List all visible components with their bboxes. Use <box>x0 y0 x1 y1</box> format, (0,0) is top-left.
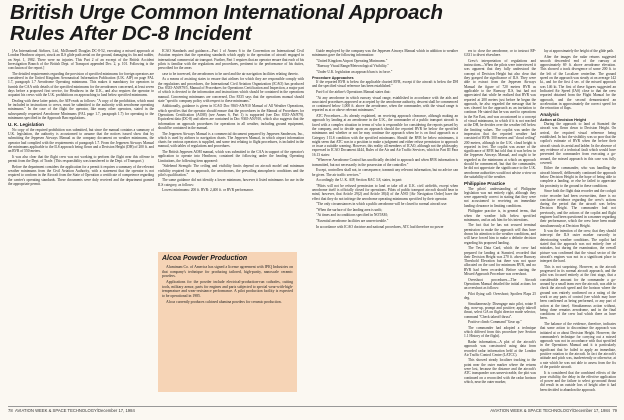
paragraph: This showed steady localizer tracking to the point near the outer marker where the returns were lost, because the distance and the aircraft's ATC transponder was unserviceable, the plot was continued on a reconciled with the radar horizon which, near the outer marker, <box>464 358 536 384</box>
paragraph: ers to close the aerodrome, or to instruct RP-G331 to divert elsewhere. <box>464 49 536 58</box>
paragraph: The British Jeppesen AOM manual, which was submitted to the CAA in support of the operator's application to operate into Heathrow, contained the following under the heading Operating Limitations, the following item appeared: <box>158 150 304 163</box>
footer-left <box>8 408 135 414</box>
article-title: British Urge Common International Approach Rules After DC-8 Incident <box>10 1 443 45</box>
paragraph: "Under U.K. legislation an approach ban is in force." <box>316 70 393 75</box>
paragraph: "United Kingdom Airport Operating Minimums." <box>316 58 388 63</box>
paragraph: [An International Airlines, Ltd., McDonnell Douglas DC-8-52, executing a missed approach at London Heathrow airport, struck an ILS glide path aerial on the ground, damaging its fin and rudder, on Sept. 1, 1982. There were no injuries. This Part 2 of an excerpt of the British Accident Investigation Branch of the British Dept. of Transport appended Dec. 2, p. 101. Following is the conclusion of the report.] <box>8 49 154 71</box>
paragraph: During the approach to land at Stansted the aircraft was flown down to Decision Height. On arrival, the required visual reference being established. In fact the visibility was so poor that the copilot's estimate of RVR when the before their aircraft struck its aerial and ladder. In the absence of any evidence of a technical fault which would have prevented the commander from executing a go-around, the missed approach in this case was fully covered. <box>540 122 616 165</box>
paragraph: case to be traversed, the aerodromes to be used and the air navigation facilities relating thereto. <box>162 71 299 76</box>
paragraph: "The only circumstances in which a public aerodrome will be closed to normal aircraft use: <box>316 202 448 207</box>
publication-line: AVIATION WEEK & SPACE TECHNOLOGY/December 17, 1984 <box>490 408 610 413</box>
paragraph: Dealing with these latter points, the AIP reads as follows: "A copy of the prohibition, which must be included in instructions to crews, must be submitted to the authority with aerodrome operating minimums." In the case of the flight the operator, like many other operators, stated in the subsequently requested Aerodrome Minimums (FAL page 1.7, paragraph 1.7) for operating to the minimums specified in the Approach Ban regulations. <box>8 98 154 121</box>
paragraph: Guide employed by the company was the Jeppesen Airways Manual which in addition to weather minimums gave the following information: <box>312 49 458 58</box>
paragraph: "Sidebend Strength: The ceiling and visibility limits depend on aircraft model and minimum visibility required for an approach, the aerodromes, the prevailing atmospheric conditions and the pilot's qualification." <box>158 164 304 177</box>
paragraph: lay at approximately the height of the glide path. <box>544 49 614 53</box>
paragraph: Accordingly the U. K. AIP, Section RAC 3.8, states, in part: <box>316 178 403 183</box>
sidebar-paragraph: Alcoa currently produces calcined alumina powders for ceramic production. <box>166 299 282 304</box>
paragraph: "Runway Visual Range/Meteorological Visibility." <box>316 64 389 69</box>
paragraph: "At times and in conditions specified in NOTAM; <box>316 213 388 218</box>
page-footer <box>8 406 617 413</box>
paragraph: Radar information—A plot of the aircraft's approach was constructed using data from recorded radar information held at the London Air Traffic Control Centre (LATCC). <box>464 339 536 357</box>
paragraph: This is not surprising. However, as the aircraft progressed in its normal aircraft approach, and the pilot was focused entirely at the first stage, that a considerable amount for the commander a go-around by a small team over the aircraft, was able to check the aircraft speed and the horizon where the ground was entirely confirmed on a rating of the work or any parts of control (see which may have been confirmed as being performed, or any part of action at the time). Simultaneous action without, being done remains aerodrome, and in the final conditions of the crew had which there as have been. <box>540 264 616 321</box>
section-heading: Analysis <box>540 111 559 117</box>
paragraph: Either the commander, who was handling the aircraft himself, deliberately continued the approach below Decision Height in the hope of being able to complete a landing, or else he failed to appreciate his proximity to the ground in these conditions. <box>540 166 616 188</box>
sidebar-paragraph: Aluminum Co. of America has signed a license agreement with IPIQ Industries on that company's technique for producing tailored, high-purity, nanoscale ceramic powders. <box>162 265 293 278</box>
paragraph: If the reported RVR is below the applicable charted RVR, except if the aircraft is below the DH and the specified visual reference has been established." <box>312 80 458 89</box>
paragraph: Pilot flying call: Overshoot; Spoilers Flaps 25 deg. <box>464 291 536 301</box>
paragraph: In accordance with ICAO doctrine and national procedures, ATC had therefore no power <box>316 224 444 229</box>
page-number: 78 <box>8 408 13 413</box>
column-2 <box>158 49 304 249</box>
paragraph: Simultaneously: Disengage auto pilot, rotate 8 deg. nose-up, prompt and positive; apply takeoff thrust, select GA on flight director mode selector, command "Check takeoff thrust". <box>464 301 536 319</box>
paragraph: Additionally, guidance is given in ICAO Doc 9365-AN/910 Manual of All Weather Operations, which specifies that the operator should ensure that the procedures in the Manual of Procedures for Operations Certification (AOM) (see Annex 6, Part 1) is supported (see Doc 8335-AN/879). Equivalent data (DC-8) and others are contained in Doc 9365-AN/910, which also suggests that the information on approach procedures for operations in all weather, including ground equipment, should be contained in the manual. <box>158 104 304 130</box>
paragraph: The commander had adopted a technique which differed from this procedure (see Section 1.1 History of the flight). <box>464 325 536 339</box>
paragraph: ATC Procedures—As already explained, on receiving approach clearance, although making an approach by landing at an aerodrome in the U.K., the commander of a public transport aircraft is faced with a complex situation in terms of who is responsible for considering the reports passed by the company, and to decide upon an approach should the reported RVR be below the specified minimums and whether or not he may continue the approach when he is on final approach as a Category I ILS condition with the specified minimums. Should the RVR be below minimums, it might seem that ATC was in a position to make a judgment and either refuse permission to approach or issue a suitable warning. However, this reality all members of ICAO, although not the philosophy expressed in ICAO Document 4444, Rules of the Air and Air Traffic Services, which in Part III Para 16.13 states: <box>312 114 458 157</box>
paragraph: "Pilots will not be refused permission to land or take off at U.K. civil airfields, except when aerodrome itself is officially closed for operations. Pilots of public transport aircraft should bear in mind, however, that Article 29(2) and Article 38(4) of the ANO [Air Navigation Order] have the effect that they do not infringe the aerodrome operating minimums specified by their operator. <box>312 183 458 201</box>
paragraph: The Test Data Card, which the crew had prepared for landing at Stansted, recorded that their Decision Height was 270 ft. above Runway Threshold Elevation but there was not space allocated on the card for minimum RVR, and no RVR had been recorded. Before starting the Missed Approach Procedure was overshoot. <box>464 246 536 277</box>
section-heading: Philippine Practice <box>464 180 506 186</box>
publication-line: AVIATION WEEK & SPACE TECHNOLOGY/December 17, 1984 <box>15 408 135 413</box>
column-1 <box>8 49 154 403</box>
paragraph: It is considered that the combined effects of the poor visibility, the delay in the effective application of power and the failure to select go-around thrust did result in an outside loss of height after it had been decided to abandon the approach. <box>540 370 616 392</box>
paragraph: No copy of the required prohibition was submitted, but since the manual contains a summary of U.K. legislation, the authority is accustomed to assume that the notices issued show that by submitting the Jeppesen Airways Manual as the company document on weather minimums, the operator had complied with the requirements of paragraph 1.7. From the Jeppesen Airways Manual the minimums applicable to the ILS approach being flown and a Decision Height (DH) of 200 ft. and an RVR of 550 meters. <box>8 127 154 154</box>
section-heading: U. K. Legislation <box>8 121 44 127</box>
paragraph: Crew's interpretation of regulations and instructions—When the pilots were interviewed it was apparent that they fully understood the concept of Decision Height but also clear that they grasped the significance of ILS. They were able to extract from the Jeppesen Airways Manual the figure of 720 meters RVR as applicable to the Runway ILS, but had not appreciated that while he realized that RVR was reported at 200 meters just before he began the approach, he also regarded the message that he was cleared for the approach as an invitation to continue. He stated that he was used to operations in the Far East, and was accustomed to a concept of visual minimums, in which if it is not reached at the DH, he decides over the weather fell below the limiting values. The copilot was under the impression that the reported weather had consisted of RVR: 500 meters and "cloud ceiling" 200 meters, although in the U.K. cloud height is reported in feet. The copilot was aware of the significance of RVR but told that it was below in the Jeppesen Airways Manual, and ought to be regarded as the minimums at which an approach should be commenced, but that the commander, he did not appreciate the significance to the U.K. aerodrome authorities would not advise a view on the suitability of the weather. <box>464 58 536 179</box>
column-4 <box>464 49 536 403</box>
article-body <box>8 49 617 403</box>
paragraph: Since both the flight data recorder and the cockpit voice recorder had been overwritten, there is no conclusive evidence regarding the crew's actions during the period that the aircraft was below Decision Height. The commander had not previously, and the actions of the copilot and flight engineer had been questioned in a manner regarding their performance, which the crew have been made simultaneously at Decision Height. <box>540 189 616 228</box>
paragraph: Except, controllers shall not, in consequence, transmit any relevant information, but no advice can be given. The air traffic services." <box>312 168 458 177</box>
paragraph: Part 6 of the airline's Operations Manual states that: <box>316 89 391 94</box>
paragraph: As a means of assisting states to ensure that airlines for which they are responsible comply with the regulations and procedures, the International Civil Aviation Organization (ICAO) has produced Doc 8335-AN/879/5, Manual of Procedures for Operations Certification and Inspection, a major part of which is devoted to the information and instructions which should be contained in the operations manual. Concerning minimums are concerned, Doc 8335 says that the operations manual should state "specific company policy with respect to these minimums." <box>158 77 304 103</box>
column-5 <box>540 49 616 403</box>
sidebar-paragraph: Applications for the powder include electrical-production-run cathodes, cutting tools, military armor, parts for engines and parts subjected to special wear-with-high-temperature and wear-resistance performance. A pilot production facility is expected to be operational in 1985. <box>162 280 293 298</box>
paragraph: The fact that he has not secured terminal permission to make the approach will thus have drawn his attention to the weather conditions, and will have forced him to make a definite decision regarding his proposed landing. <box>464 223 536 245</box>
paragraph: Before the department considers the application for a permit it requires a summary of the relevant weather minimums from the Civil Aviation Authority, with a statement that the operator is not required to conform in the Aircraft from the State of Operation a certificate of competence regarding the carrier's operating standards. These documents were duly received and the department granted the appropriate permit. <box>8 164 154 186</box>
paragraph: The detailed requirements regarding the provision of specified minimums for foreign operators are considered in the United Kingdom Aeronautical Information Publication (U.K. AIP) on page FAL 1.7, paragraph 1.7 Aerodrome Operating minimums. This makes it mandatory for operators to furnish the CAA with details of the specified minimums for the aerodromes concerned, at least seven days before a proposed first service, for Heathrow in the U.K., and also requires the operator to acquaint his crews with the U.K. prohibitions on approaching to land below specified minimums. <box>8 71 154 98</box>
paragraph: Positive climb: Command "Gear up." <box>468 320 522 325</box>
paragraph: It was the intention of the crew, that they should intercept the ILS outer marker cursorily in deteriorating weather conditions. The copilot had stated that the approach was not entirely free of mistakes, but during the examination, the overall picture was confirmed that the visual sector of the aircraft's engines was not in a significant place to interpret the hard. <box>540 229 616 264</box>
paragraph: The same guidance did not identify a lower minimum, however it listed minimums for use in the ILS category, as follows: <box>158 178 304 187</box>
paragraph: "At any aerodrome in which runway visual range, established in accordance with the aids and associated procedures approved or accepted by the aerodrome authority, descent shall be commenced or continued below 1,000 ft. above the aerodrome, when the commander, with the visual range is reported as at or above relevant minimums." <box>312 95 458 113</box>
subheading: Action at Decision Height <box>540 117 586 122</box>
paragraph: It was also clear that the flight crew was not working to perform the flight near this offense in permit from the Dept. of Trade. (This responsibility was transferred to the Dept. of Transport.) <box>8 154 154 164</box>
paragraph: ICAO Standards and guidance—Part 1 of Annex 6 to the Convention on International Civil Aviation requires that the operating standards which apply to the operation of aircraft engaged in international commercial air transport. Further, Part 1 requires that an operator ensure that each of his pilots is familiar with the regulations and procedures, pertinent to the performance of his duties, prescribed for the areas <box>158 49 304 71</box>
column-3 <box>312 49 458 403</box>
paragraph: "Essential aerodrome facilities are unserviceable." <box>316 218 389 223</box>
subheading: Procedure Approaches <box>312 75 354 80</box>
sidebar-box <box>158 252 297 392</box>
paragraph: "Wherever Aerodrome Control has unofficially decided to approach and when RVR information is transmitted, but not necessarily in the possession of the controller." <box>312 158 458 167</box>
footer-right <box>490 408 617 414</box>
paragraph: After the images the radar returns suggested smooth descended end of the runway at approximately 69 ft. above aerodrome elevation. This showed a track divergence of some 200 ft. to the left of the Localizer centerline. The ground speed on the approach was steady at on average 142 kt., and for the first 4 sec. of the missed approach was 146 kt. The first of these figures suggested an Indicated Air Speed (IAS) close to that the crew reported obtained from the Flight Manual for the approach, and the second demonstrated an acceleration in approximately the correct speed for the retraction of flaps. <box>540 54 616 111</box>
sidebar-title: Alcoa Powder Production <box>162 255 248 262</box>
paragraph: The balance of the evidence, therefore, indicates that some action to discontinue the approach was initiated at or about Decision Height. However, the commander's technique for carrying out a missed approach was not in accordance with that specified in the Operations Manual and it is particularly significant that he failed to apply an immediate, positive rotation to the aircraft. In fact the aircraft's attitude and pitch was, inadvertently or otherwise, at a rate which he was not able to assess from the fix of the particle aircraft. <box>540 322 616 369</box>
paragraph: Philippine practice is, in general terms, that when the weather falls below specified minimums, and as ask him for his intentions. <box>464 209 536 222</box>
paragraph: Lowest minimums: 200 ft. RVR: 2,400 ft. or RVR performance. <box>162 188 254 193</box>
paragraph: The pilots' understanding of Philippine legislation was not entirely right, although they were apparently correct in stating that they were not accustomed to receiving an immediate landing clearance in limiting conditions. <box>464 186 536 208</box>
page-number: 79 <box>612 408 617 413</box>
paragraph: The Jeppesen Airways Manual is a commercial document prepared by Jeppesen Sanderson, Inc., which is used by airlines to navigation charts. The Jeppesen Manual, in which airport information charts for various operators is supplied, and some text relating to flight procedures, is included in the manual, with tables of regulations and procedures. <box>158 131 304 149</box>
paragraph: "When the surface of the landing area is unfit; <box>316 207 383 212</box>
paragraph: Overshoot procedures—The Aircraft Operations Manual detailed the initial actions for an overshoot as follows: <box>464 277 536 291</box>
